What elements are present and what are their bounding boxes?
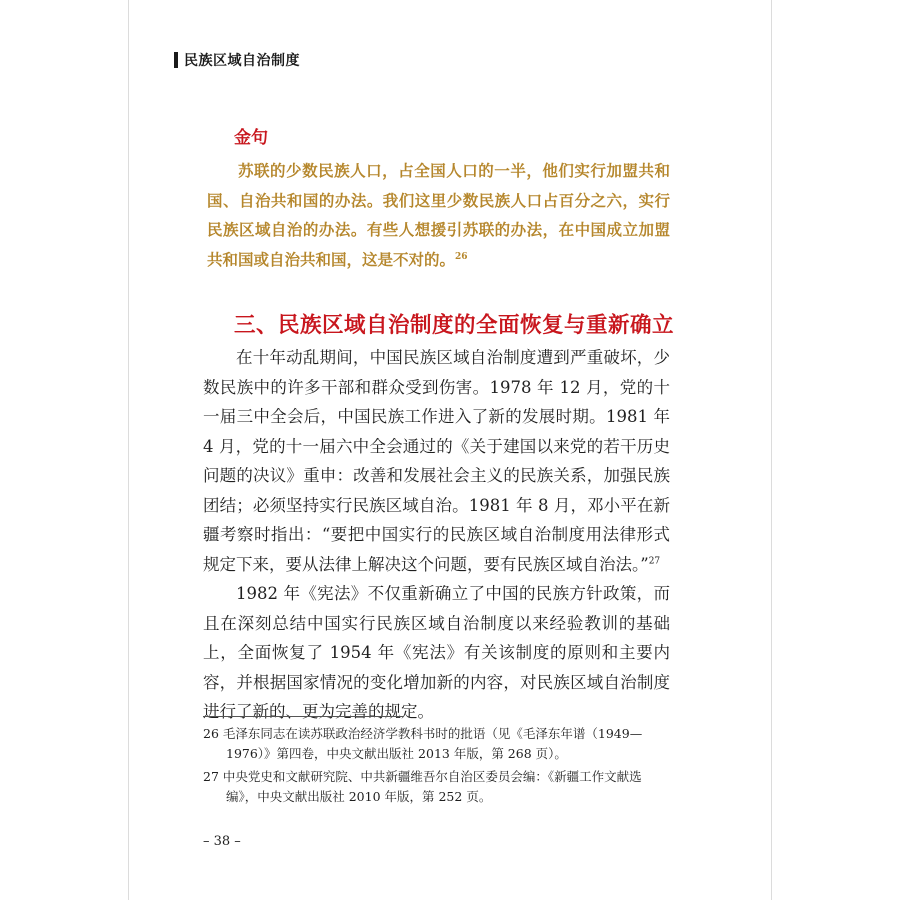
- quote-footnote-ref: 26: [455, 251, 468, 262]
- page-number: – 38 –: [203, 834, 241, 849]
- quote-text: [207, 156, 670, 274]
- paragraph-footnote-ref: 27: [648, 556, 661, 566]
- running-head: [174, 50, 300, 70]
- paragraph: [203, 343, 670, 579]
- body-text: [203, 343, 670, 727]
- paragraph-1-text: 在十年动乱期间，中国民族区域自治制度遭到严重破坏，少数民族中的许多干部和群众受到伤害。1978 年 12 月，党的十一届三中全会后，中国民族工作进入了新的发展时期。1981 年 4 月，党的十一届六中全会通过的《关于建国以来党的若干历史问题的决议》重申：改善和发展社会主义的民族关系，加强民族团结；必须坚持实行民族区域自治。1981 年 8 月，邓小平在新疆考察时指出：“要把中国实行的民族区域自治制度用法律形式规定下来，要从法律上解决这个问题，要有民族区域自治法。”: [203, 348, 670, 574]
- paragraph-2-text: 1982 年《宪法》不仅重新确立了中国的民族方针政策，而且在深刻总结中国实行民族区域自治制度以来经验教训的基础上，全面恢复了 1954 年《宪法》有关该制度的原则和主要内容，并根据国家情况的变化增加新的内容，对民族区域自治制度进行了新的、更为完善的规定。: [203, 584, 670, 721]
- footnote-27: 27 中央党史和文献研究院、中共新疆维吾尔自治区委员会编：《新疆工作文献选编》，中央文献出版社 2010 年版，第 252 页。: [203, 769, 642, 804]
- quote-text-content: 苏联的少数民族人口，占全国人口的一半，他们实行加盟共和国、自治共和国的办法。我们这里少数民族人口占百分之六，实行民族区域自治的办法。有些人想援引苏联的办法，在中国成立加盟共和国或自治共和国，这是不对的。: [207, 161, 670, 269]
- quote-label: 金句: [234, 128, 268, 148]
- quote-block: [207, 156, 670, 274]
- footnotes: [203, 724, 670, 810]
- running-head-title: 民族区域自治制度: [184, 53, 300, 69]
- footnote-divider: [203, 716, 403, 717]
- section-title: 三、民族区域自治制度的全面恢复与重新确立: [234, 313, 675, 338]
- footnote-26: 26 毛泽东同志在读苏联政治经济学教科书时的批语（见《毛泽东年谱（1949—1976）》第四卷，中央文献出版社 2013 年版，第 268 页）。: [203, 726, 643, 761]
- running-head-bar: [174, 52, 178, 68]
- paragraph: [203, 579, 670, 727]
